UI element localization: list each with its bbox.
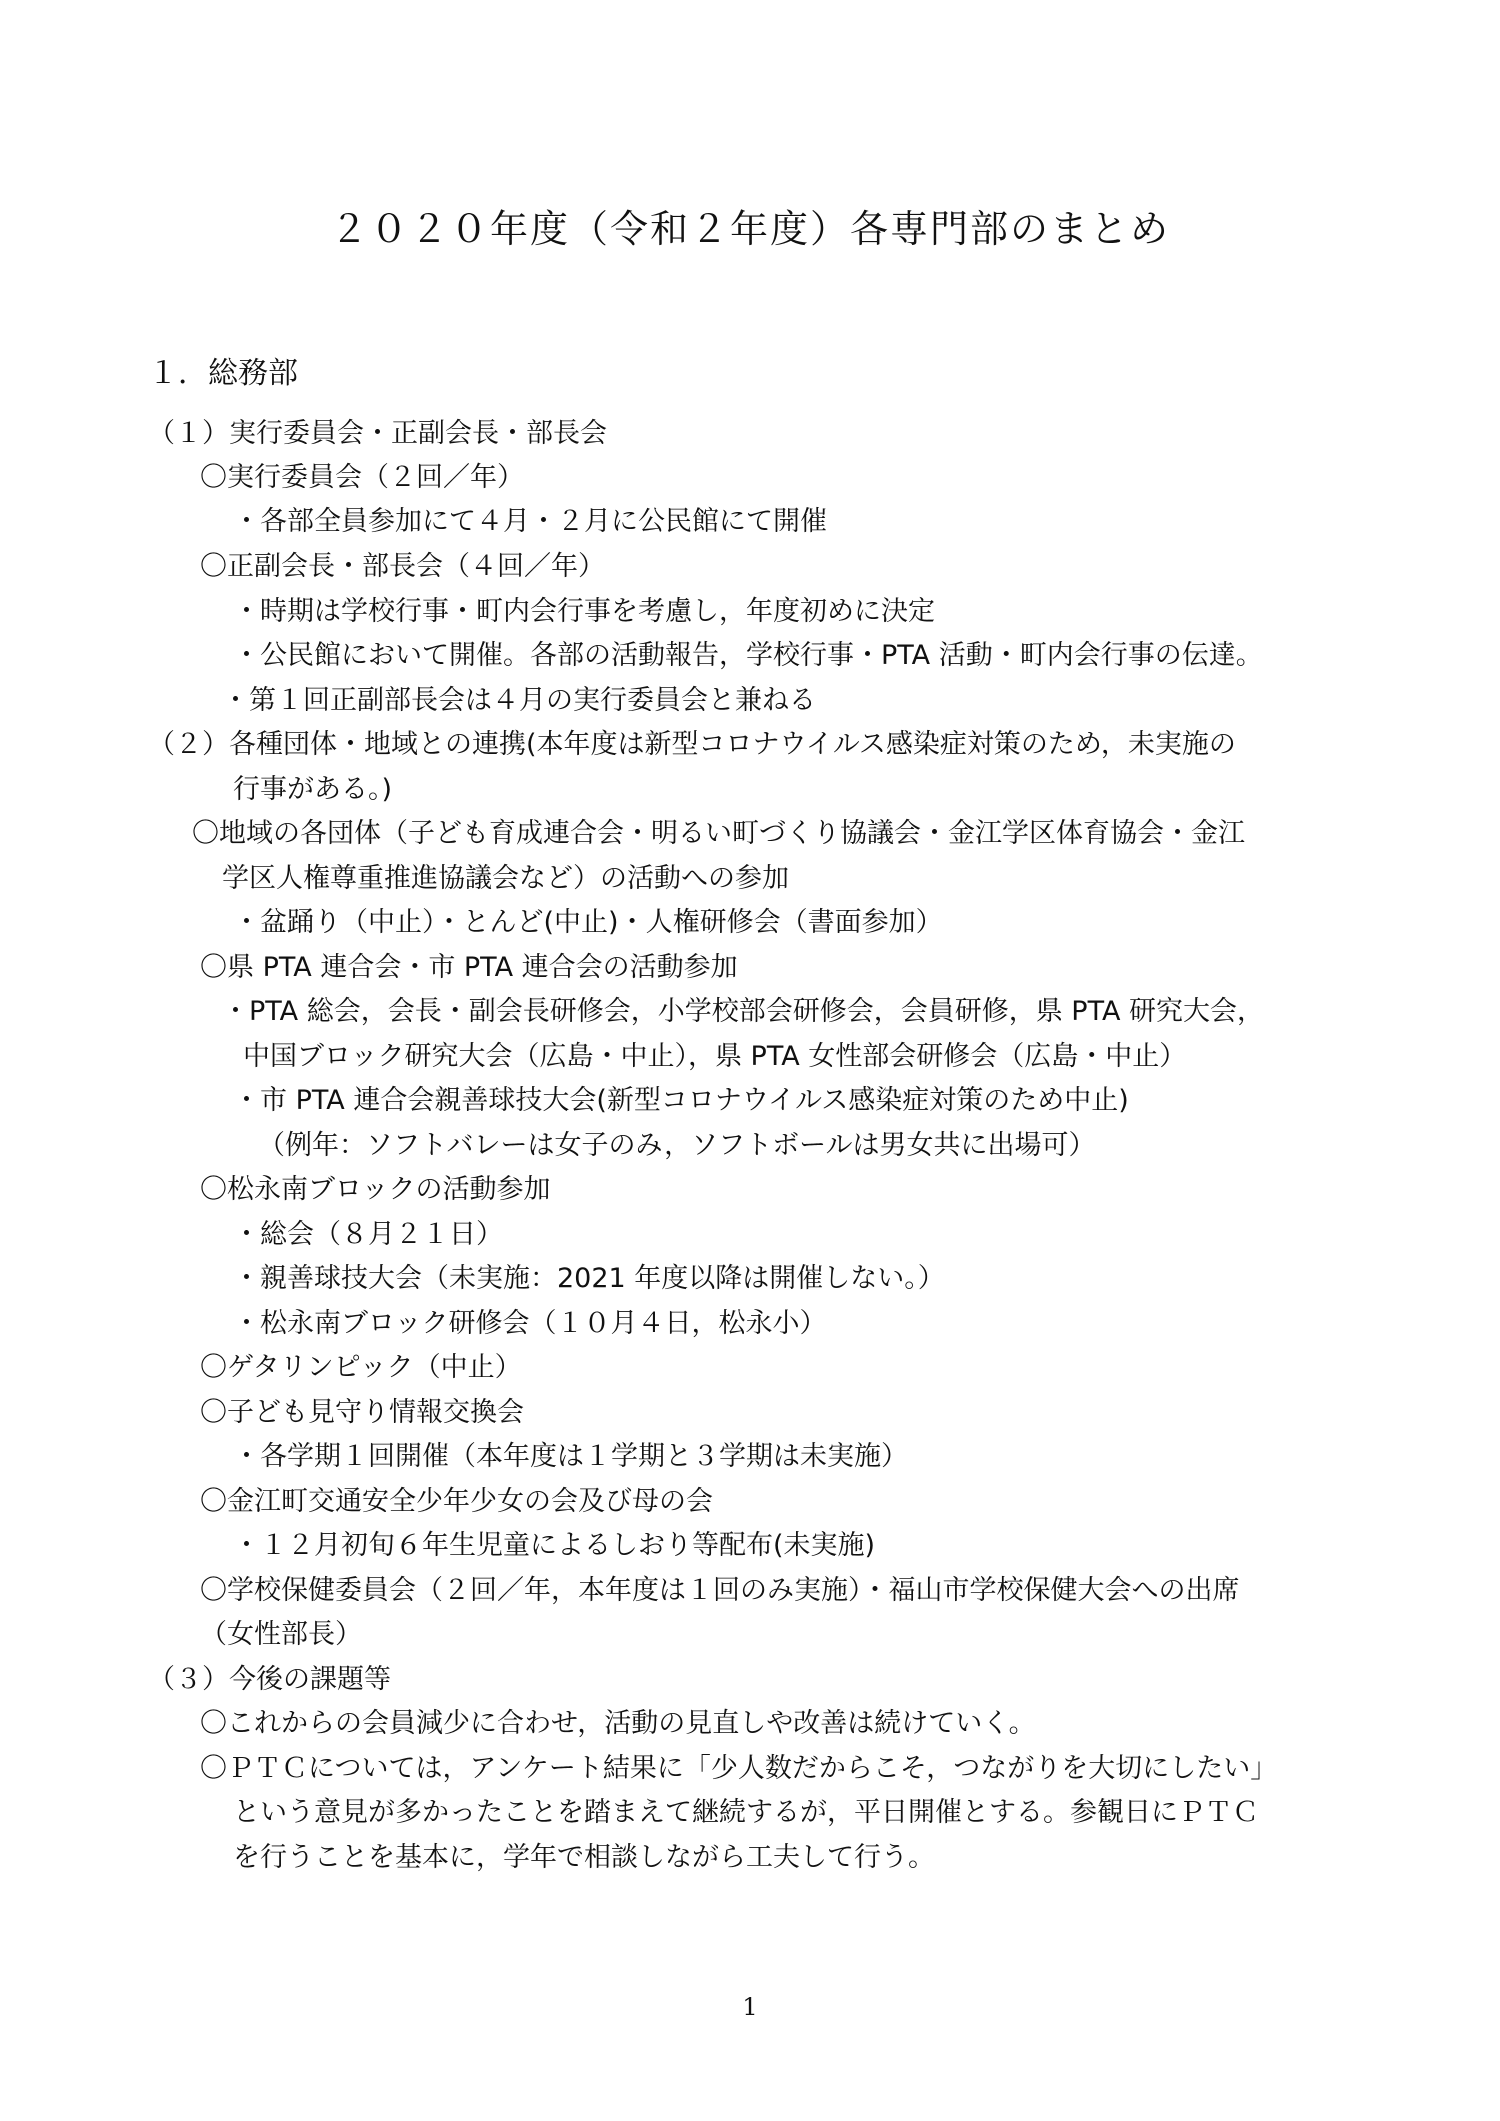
- subsection-heading: （３）今後の課題等: [148, 1664, 391, 1695]
- list-item: （女性部長）: [200, 1619, 362, 1650]
- list-item: を行うことを基本に，学年で相談しながら工夫して行う。: [233, 1842, 935, 1873]
- list-item: ・総会（８月２１日）: [233, 1219, 503, 1250]
- list-item: 〇正副会長・部長会（４回／年）: [200, 551, 605, 582]
- list-item: という意見が多かったことを踏まえて継続するが，平日開催とする。参観日にＰＴＣ: [233, 1797, 1259, 1828]
- page-title: ２０２０年度（令和２年度）各専門部のまとめ: [329, 207, 1170, 251]
- list-item: ・各部全員参加にて４月・２月に公民館にて開催: [233, 506, 827, 537]
- list-item: ・盆踊り（中止）・とんど(中止)・人権研修会（書面参加）: [233, 907, 943, 938]
- list-item: 〇ＰＴＣについては，アンケート結果に「少人数だからこそ，つながりを大切にしたい」: [200, 1753, 1278, 1784]
- list-item: ・各学期１回開催（本年度は１学期と３学期は未実施）: [233, 1441, 908, 1472]
- section-heading: １．総務部: [148, 356, 298, 391]
- list-item: 〇学校保健委員会（２回／年，本年度は１回のみ実施）・福山市学校保健大会への出席: [200, 1575, 1240, 1606]
- list-item: 〇地域の各団体（子ども育成連合会・明るい町づくり協議会・金江学区体育協会・金江: [192, 818, 1245, 849]
- list-item: 〇子ども見守り情報交換会: [200, 1397, 524, 1428]
- list-item: ・公民館において開催。各部の活動報告，学校行事・PTA 活動・町内会行事の伝達。: [233, 640, 1263, 671]
- list-item: 〇実行委員会（２回／年）: [200, 462, 524, 493]
- list-item: 〇ゲタリンピック（中止）: [200, 1352, 522, 1383]
- list-item: ・時期は学校行事・町内会行事を考慮し，年度初めに決定: [233, 596, 935, 627]
- list-item: ・親善球技大会（未実施：2021 年度以降は開催しない。）: [233, 1263, 945, 1294]
- list-item: ・松永南ブロック研修会（１０月４日，松永小）: [233, 1308, 827, 1339]
- list-item: ・第１回正副部長会は４月の実行委員会と兼ねる: [222, 685, 816, 716]
- list-item: ・PTA 総会，会長・副会長研修会，小学校部会研修会，会員研修，県 PTA 研究大会，: [222, 996, 1265, 1027]
- list-item: 行事がある。): [233, 774, 393, 805]
- page-number: 1: [742, 1993, 758, 2021]
- list-item: 学区人権尊重推進協議会など）の活動への参加: [222, 863, 789, 894]
- list-item: （例年：ソフトバレーは女子のみ，ソフトボールは男女共に出場可）: [258, 1130, 1096, 1161]
- list-item: 中国ブロック研究大会（広島・中止），県 PTA 女性部会研修会（広島・中止）: [243, 1041, 1187, 1072]
- list-item: ・１２月初旬６年生児童によるしおり等配布(未実施): [233, 1530, 876, 1561]
- list-item: 〇県 PTA 連合会・市 PTA 連合会の活動参加: [200, 952, 738, 983]
- subsection-heading: （１）実行委員会・正副会長・部長会: [148, 418, 607, 449]
- list-item: ・市 PTA 連合会親善球技大会(新型コロナウイルス感染症対策のため中止): [233, 1085, 1129, 1116]
- list-item: 〇金江町交通安全少年少女の会及び母の会: [200, 1486, 713, 1517]
- list-item: 〇松永南ブロックの活動参加: [200, 1174, 551, 1205]
- subsection-heading: （２）各種団体・地域との連携(本年度は新型コロナウイルス感染症対策のため，未実施の: [148, 729, 1236, 760]
- list-item: 〇これからの会員減少に合わせ，活動の見直しや改善は続けていく。: [200, 1708, 1036, 1739]
